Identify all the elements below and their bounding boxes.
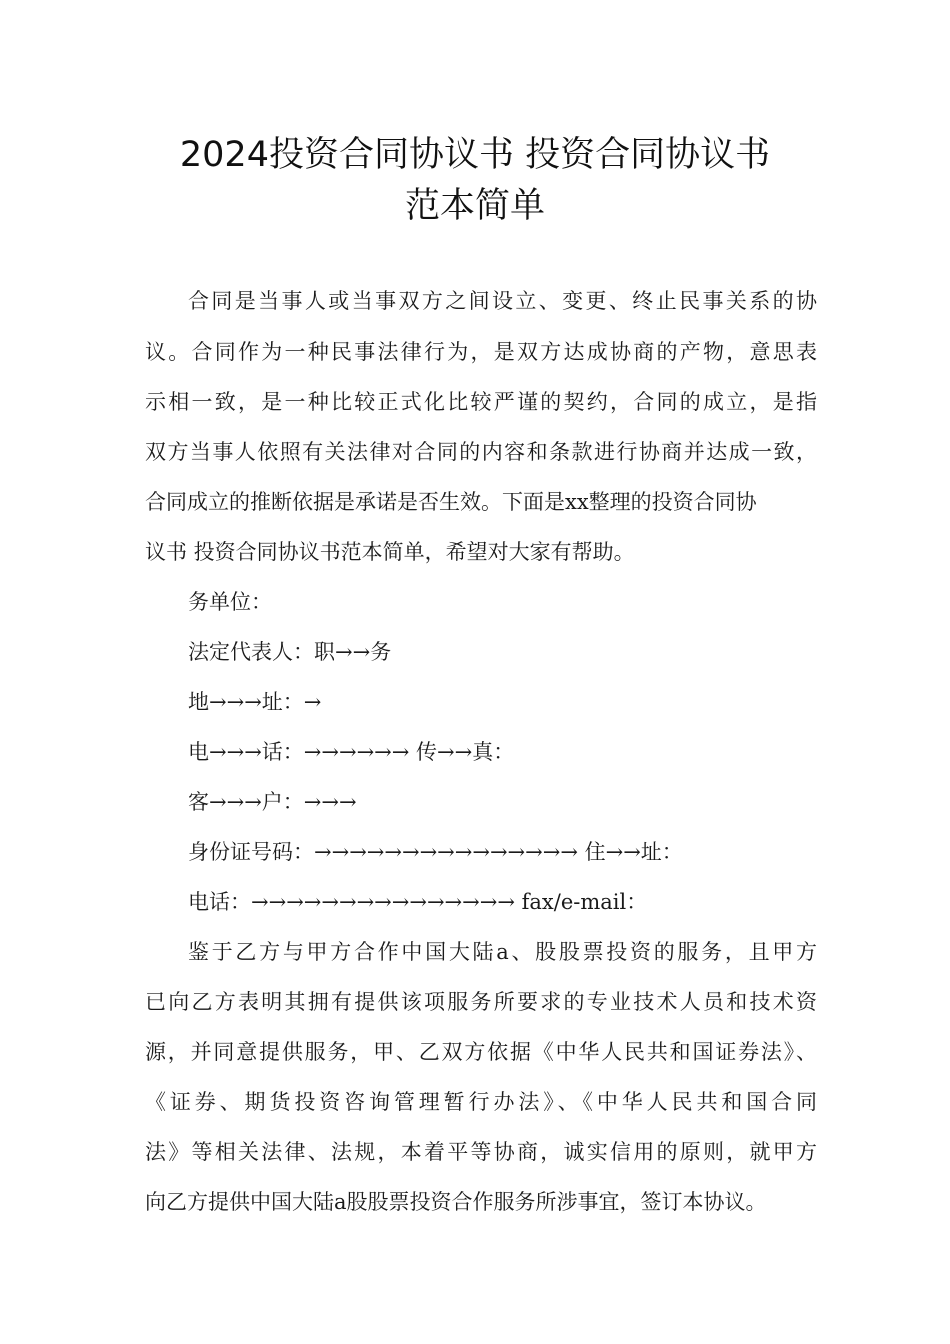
field-phone-fax: 电→→→话：→→→→→→ 传→→真： bbox=[188, 740, 515, 764]
field-service-unit: 务单位： bbox=[188, 590, 272, 614]
paragraph-intro-line: 议书 投资合同协议书范本简单，希望对大家有帮助。 bbox=[145, 540, 635, 564]
paragraph-recital-line: 鉴于乙方与甲方合作中国大陆a、股股票投资的服务，且甲方 bbox=[188, 940, 817, 964]
document-title-line-2: 范本简单 bbox=[404, 186, 545, 226]
paragraph-recital-line: 《证券、期货投资咨询管理暂行办法》、《中华人民共和国合同 bbox=[145, 1090, 817, 1114]
paragraph-recital-line: 源，并同意提供服务，甲、乙双方依据《中华人民共和国证券法》、 bbox=[145, 1040, 817, 1064]
paragraph-intro-line: 议。合同作为一种民事法律行为，是双方达成协商的产物，意思表 bbox=[145, 340, 817, 364]
paragraph-recital-line: 法》等相关法律、法规，本着平等协商，诚实信用的原则，就甲方 bbox=[145, 1140, 817, 1164]
field-legal-representative: 法定代表人：职→→务 bbox=[188, 640, 392, 664]
paragraph-intro-line: 合同是当事人或当事双方之间设立、变更、终止民事关系的协 bbox=[188, 289, 817, 313]
paragraph-recital-line: 已向乙方表明其拥有提供该项服务所要求的专业技术人员和技术资 bbox=[145, 990, 817, 1014]
paragraph-intro-line: 示相一致，是一种比较正式化比较严谨的契约，合同的成立，是指 bbox=[145, 390, 817, 414]
paragraph-recital-line: 向乙方提供中国大陆a股股票投资合作服务所涉事宜，签订本协议。 bbox=[145, 1190, 767, 1214]
field-id-number-residence: 身份证号码：→→→→→→→→→→→→→→→ 住→→址： bbox=[188, 840, 683, 864]
paragraph-intro-line: 合同成立的推断依据是承诺是否生效。下面是xx整理的投资合同协 bbox=[145, 490, 757, 514]
document-title-line-1: 2024投资合同协议书 投资合同协议书 bbox=[179, 135, 771, 175]
field-address: 地→→→址：→ bbox=[188, 690, 322, 714]
field-phone-fax-email: 电话：→→→→→→→→→→→→→→→ fax/e-mail： bbox=[188, 890, 648, 914]
paragraph-intro-line: 双方当事人依照有关法律对合同的内容和条款进行协商并达成一致， bbox=[145, 440, 817, 464]
field-client: 客→→→户：→→→ bbox=[188, 790, 357, 814]
